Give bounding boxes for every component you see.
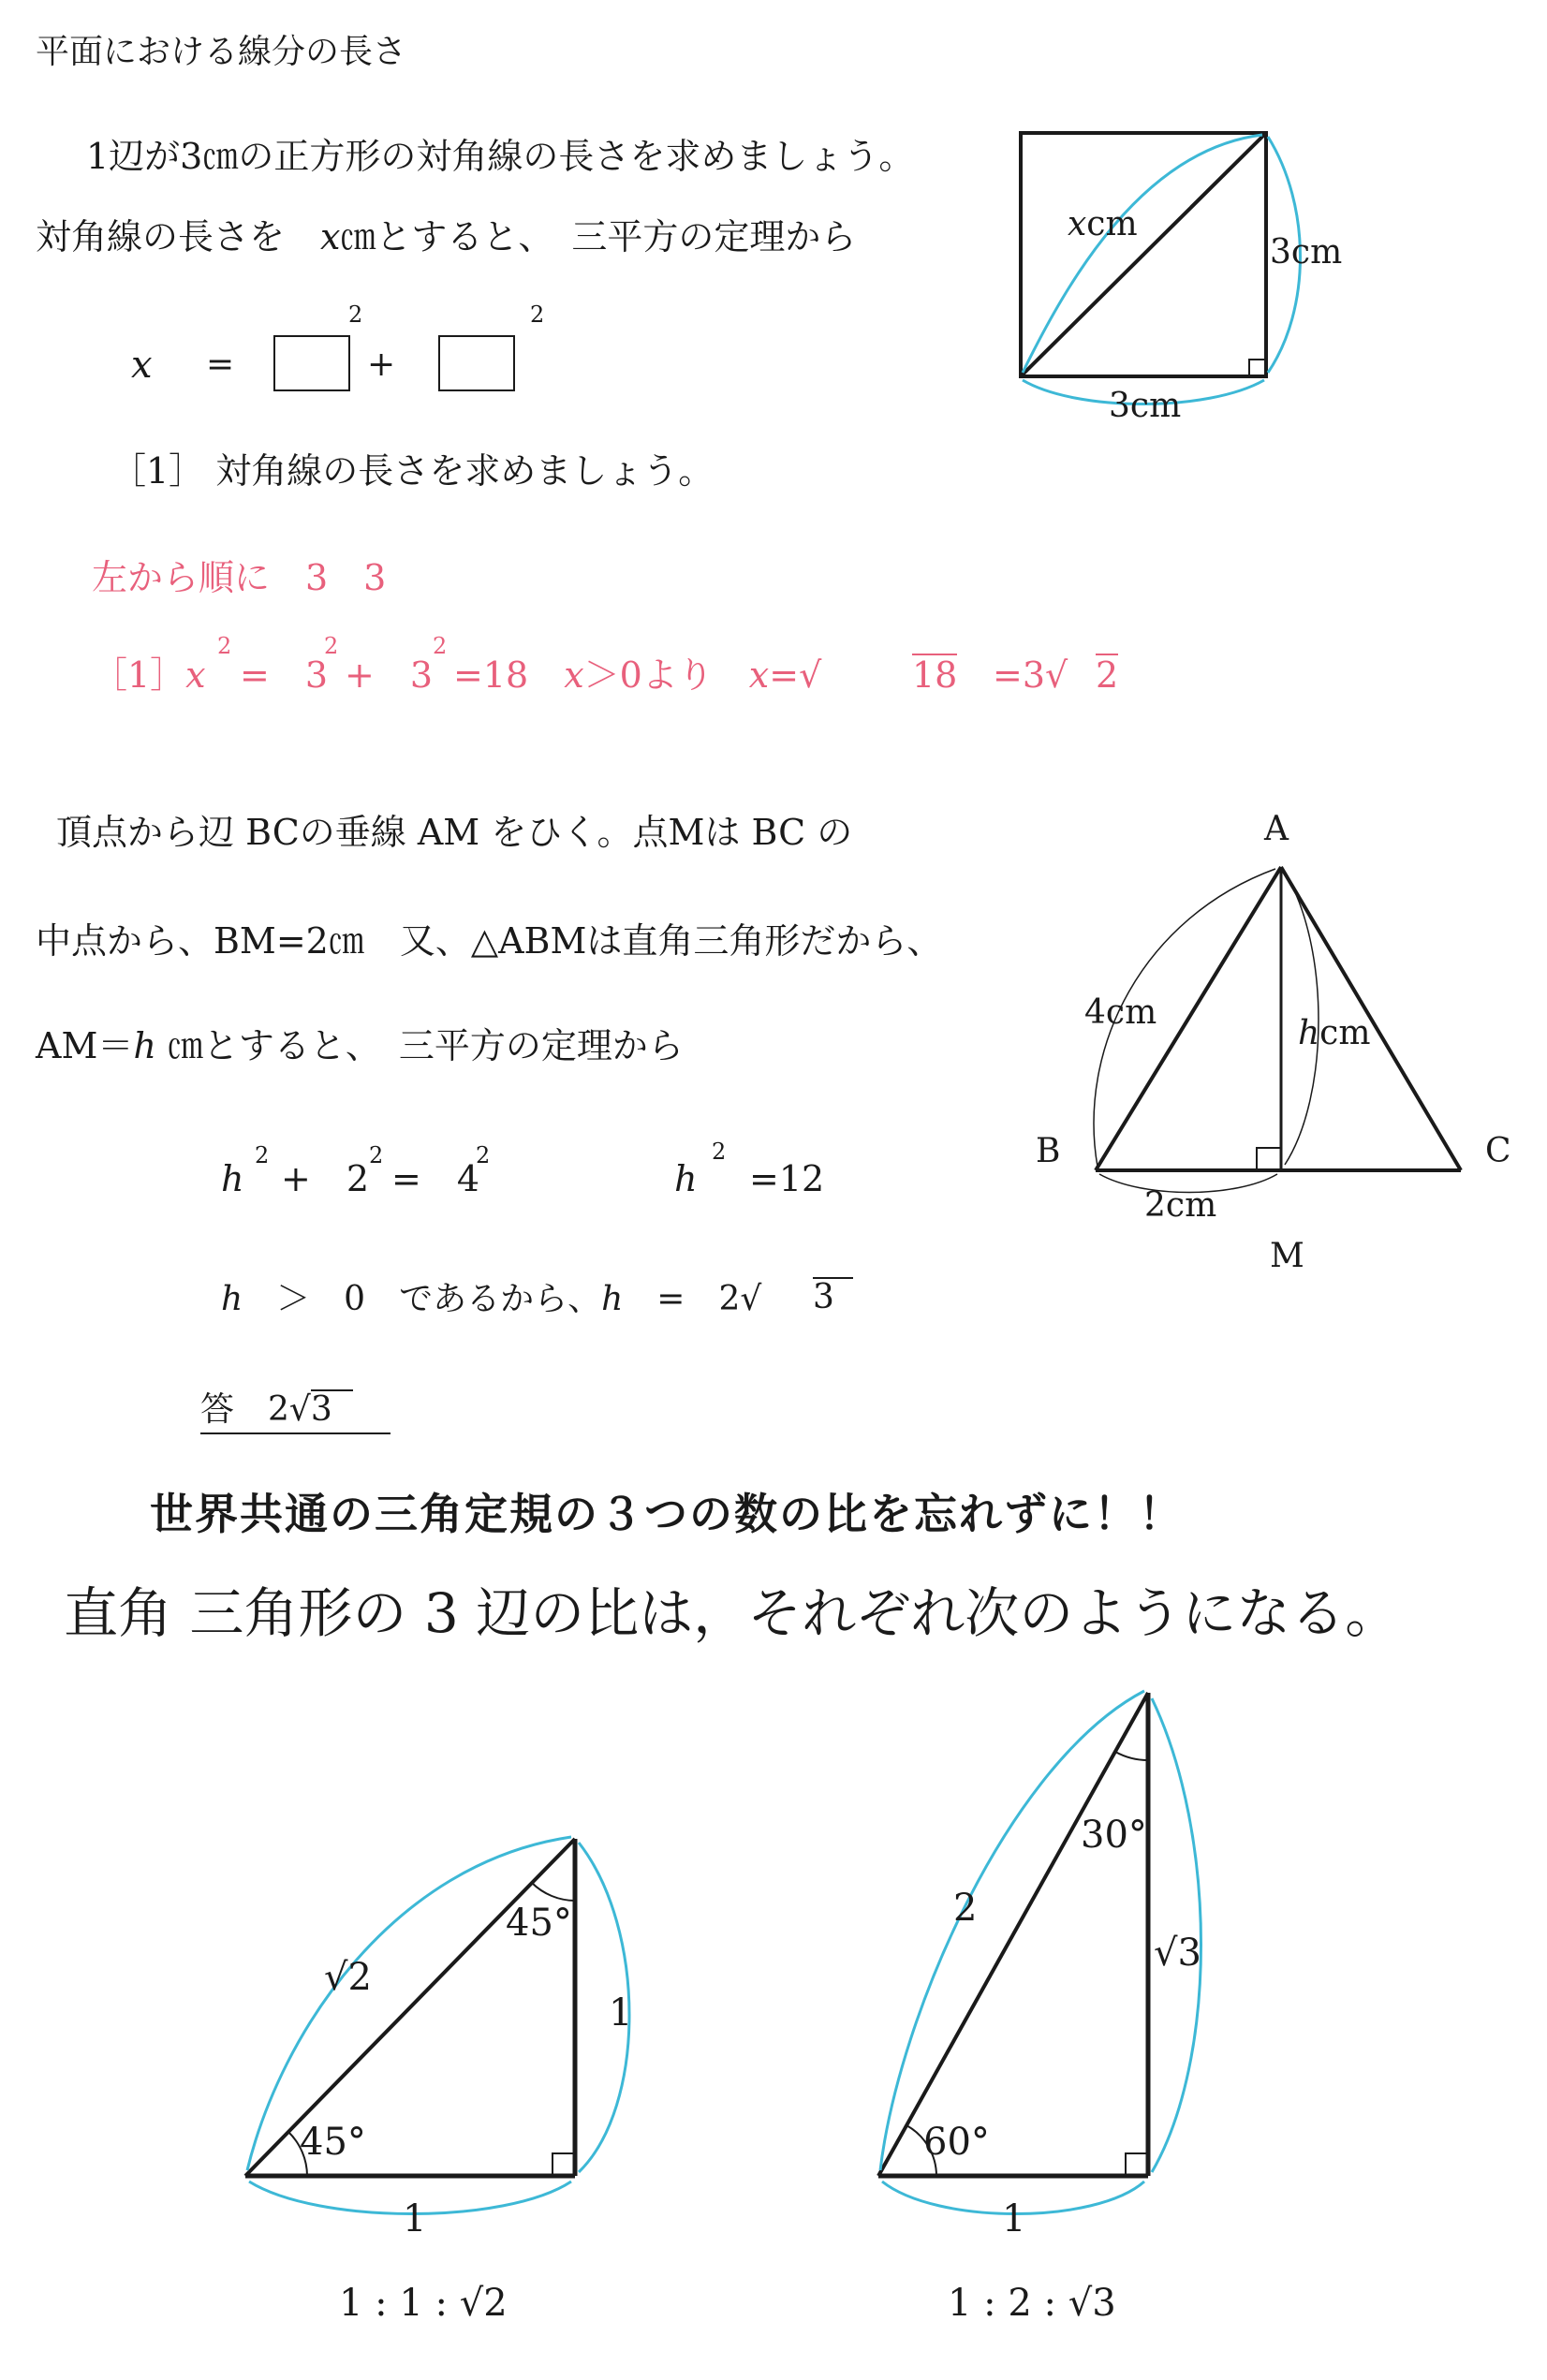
eq2-h-right: ℎ [674,1158,698,1199]
condition-sqrt: 3 [813,1277,853,1315]
exponent-1: 2 [348,301,363,328]
vertex-m-label: M [1270,1237,1304,1275]
eq2-right: =12 [749,1158,825,1199]
eq2-mid: = 4 [391,1158,480,1199]
eq2-left: + 2 [281,1158,370,1199]
tri2-angle-top: 30° [1081,1814,1147,1857]
vertex-a-label: A [1264,810,1289,848]
equation-equals: = [206,345,235,384]
problem-text: 1辺が3㎝の正方形の対角線の長さを求めましょう。 [86,136,915,177]
answer-exp-c: 2 [433,633,448,659]
answer-sqrt-18: 18 [912,654,958,696]
side-ab-label: 4cm [1084,993,1157,1032]
vertex-b-label: B [1036,1132,1061,1170]
tri2-base-label: 1 [1002,2197,1026,2240]
tri1-angle-top: 45° [506,1902,572,1945]
setup-text: 対角線の長さを 𝑥㎝とすると、 三平方の定理から [36,216,857,257]
tri2-side-label: √3 [1154,1932,1201,1975]
eq2-exp-h-right: 2 [712,1139,727,1165]
answer-sqrt-2: 2 [1096,654,1119,696]
exponent-2: 2 [530,301,545,328]
tri2-ratio: 1 : 2 : √3 [948,2282,1116,2325]
altitude-label: ℎcm [1298,1014,1371,1052]
tri1-hyp-label: √2 [324,1956,372,1999]
answer-line-2c: + 3 [345,654,434,696]
altitude-line-2: 中点から、BM=2㎝ 又、△ABMは直角三角形だから、 [36,920,943,962]
square-diagonal-label: 𝑥cm [1068,205,1138,243]
square-side-label: 3cm [1270,233,1343,272]
headline: 世界共通の三角定規の３つの数の比を忘れずに！！ [150,1489,1184,1539]
tri2-angle-bottom: 60° [923,2121,990,2164]
condition-line: ℎ ＞ 0 であるから、ℎ = 2√ [221,1280,762,1318]
answer-line-2d: =18 𝑥＞0より 𝑥=√ [453,654,822,696]
vertex-c-label: C [1485,1132,1511,1170]
tri1-ratio: 1 : 1 : √2 [339,2282,508,2325]
equation-plus: + [367,345,396,384]
eq2-exp-h: 2 [255,1142,270,1168]
altitude-line-1: 頂点から辺 BCの垂線 AM をひく。点Mは BC の [56,812,853,853]
answer-line-2b: = 3 [240,654,329,696]
eq2-exp-2: 2 [369,1142,384,1168]
answer-line-2a: ［1］𝑥 [92,654,206,696]
tri1-base-label: 1 [403,2197,427,2240]
answer-exp-a: 2 [217,633,232,659]
tri2-hyp-label: 2 [953,1887,978,1930]
answer-exp-b: 2 [324,633,339,659]
altitude-line-3: AM＝ℎ ㎝とすると、 三平方の定理から [36,1025,684,1066]
answer-line-2e: =3√ [993,654,1068,696]
eq2-h: ℎ [221,1158,244,1199]
equation-x: 𝑥 [131,344,153,387]
eq2-exp-4: 2 [476,1142,491,1168]
section1-title: 平面における線分の長さ [36,33,407,71]
square-bottom-label: 3cm [1109,387,1182,425]
question-1: ［1］ 対角線の長さを求めましょう。 [110,450,715,492]
segment-bm-label: 2cm [1144,1186,1217,1225]
answer-final: 答 2√3 [200,1389,390,1434]
tri1-side-label: 1 [609,1991,633,2035]
subhead: 直角 三角形の 3 辺の比は，それぞれ次のようになる。 [64,1581,1400,1645]
answer-line-1: 左から順に 3 3 [92,557,387,598]
tri1-angle-bottom: 45° [300,2121,366,2164]
